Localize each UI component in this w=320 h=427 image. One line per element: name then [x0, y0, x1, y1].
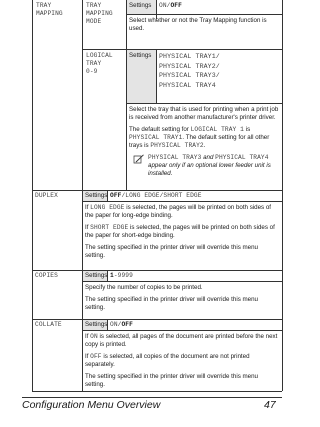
collate-desc-2: If OFF is selected, all copies of the document are not printed separately.: [85, 353, 250, 368]
duplex-settings: OFF/LONG EDGE/SHORT EDGE: [110, 192, 202, 199]
table-border: [282, 270, 283, 319]
page-number: 47: [264, 399, 276, 411]
tray-mapping-section: [0, 0, 300, 195]
collate-desc-3: The setting specified in the printer driver will override this menu setting.: [85, 373, 258, 388]
copies-menu: COPIES: [35, 272, 58, 279]
copies-desc-1: Specify the number of copies to be printed.: [85, 284, 203, 291]
table-border: [282, 190, 283, 270]
default-value: OFF: [170, 2, 182, 9]
collate-settings: ON/OFF: [110, 321, 133, 328]
settings-label: Settings: [85, 272, 108, 279]
copies-desc-2: The setting specified in the printer driver will override this menu setting.: [85, 296, 258, 311]
table-border: [82, 0, 83, 190]
tray-mapping-mode-description: Select whether or not the Tray Mapping function is used.: [129, 17, 267, 32]
settings-label: Settings: [129, 52, 152, 59]
note-icon: [133, 154, 145, 178]
duplex-description: [82, 202, 282, 266]
footer-rule: [22, 397, 282, 398]
table-border: [282, 0, 283, 190]
table-border: [32, 190, 33, 270]
logical-tray-menu: LOGICAL TRAY 0-9: [86, 52, 113, 75]
settings-label: Settings: [85, 321, 108, 328]
duplex-desc-2: If SHORT EDGE is selected, the pages will be printed on both sides of the paper for short-edge binding.: [85, 224, 275, 239]
settings-label: Settings: [85, 192, 108, 199]
duplex-desc-3: The setting specified in the printer driver will override this menu setting.: [85, 244, 258, 259]
tray-mapping-mode-settings: [156, 0, 282, 12]
table-border: [282, 319, 283, 391]
logical-tray-desc-2: The default setting for LOGICAL TRAY 1 is PHYSICAL TRAY1. The default setting for all other trays is PHYSICAL TRAY2.: [129, 126, 270, 149]
duplex-menu: DUPLEX: [35, 192, 58, 199]
collate-menu: COLLATE: [35, 321, 62, 328]
copies-description: [82, 282, 282, 318]
note-text: PHYSICAL TRAY3 and PHYSICAL TRAY4 appear only if an optional lower feeder unit is installed.: [148, 154, 271, 177]
collate-description: [82, 331, 282, 395]
note-box: [133, 154, 279, 178]
settings-value: ON/: [159, 2, 171, 9]
collate-desc-1: If ON is selected, all pages of the document are printed before the next copy is printed.: [85, 333, 278, 348]
table-border: [32, 0, 33, 190]
logical-tray-description: [126, 104, 282, 180]
settings-label: Settings: [129, 2, 152, 9]
logical-tray-desc-1: Select the tray that is used for printing when a print job is received from another manufacturer's printer driver.: [129, 106, 279, 121]
tray-mapping-mode-menu: TRAY MAPPING MODE: [86, 2, 113, 25]
logical-tray-settings: PHYSICAL TRAY1/ PHYSICAL TRAY2/ PHYSICAL TRAY3/ PHYSICAL TRAY4: [159, 53, 220, 89]
tray-mapping-menu: TRAY MAPPING: [36, 2, 63, 17]
footer-title: Configuration Menu Overview: [22, 399, 161, 411]
duplex-desc-1: If LONG EDGE is selected, the pages will be printed on both sides of the paper for long-edge binding.: [85, 204, 272, 219]
copies-settings: 1-9999: [110, 272, 133, 279]
